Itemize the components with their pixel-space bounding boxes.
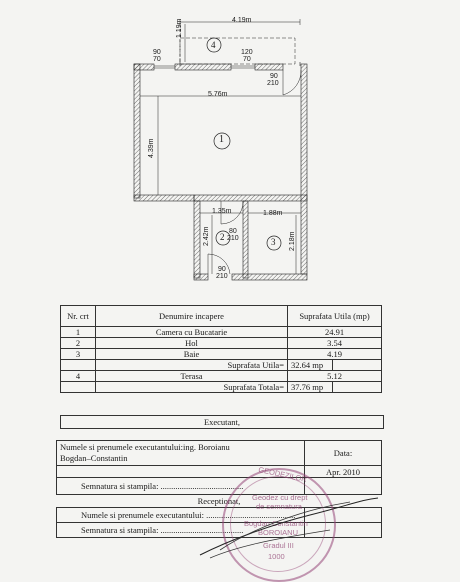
date-value: Apr. 2010 (305, 466, 382, 478)
terrace-border (180, 38, 295, 64)
dim-hol-width: 1.35m (212, 208, 232, 215)
door-hol-width: 90 (218, 266, 226, 273)
stamp-line-1: GEODEZILOR (257, 464, 308, 485)
header-nr: Nr. crt (61, 306, 96, 327)
stamp-line-6: Gradul III (263, 541, 294, 550)
total-value: 37.76 mp (288, 382, 333, 393)
table-row: 3 Baie 4.19 (61, 349, 382, 360)
door-main-height: 210 (267, 80, 279, 87)
executant-signature-line: Semnatura si stampila: ....................................... (57, 478, 305, 495)
dim-baie-height: 2.18m (289, 231, 296, 251)
table-row: 4 Terasa 5.12 (61, 371, 382, 382)
stamp-line-2: Geodez cu drept (252, 493, 308, 502)
room-number-4: 4 (211, 40, 216, 50)
handwritten-signature (190, 470, 390, 563)
window-right-height: 70 (243, 56, 251, 63)
table-row: 2 Hol 3.54 (61, 338, 382, 349)
dim-room-height: 4.39m (148, 138, 155, 158)
room-number-2: 2 (220, 232, 225, 242)
stamp-line-5: BOROIANU (258, 528, 299, 537)
table-row: 1 Camera cu Bucatarie 24.91 (61, 327, 382, 338)
date-label: Data: (305, 441, 382, 466)
subtotal-label: Suprafata Utila= (96, 360, 288, 371)
subtotal-row (61, 360, 382, 371)
stamp-line-3: de semnatura (256, 502, 302, 511)
door-hol-height: 210 (216, 273, 228, 280)
dim-baie-width: 1.88m (263, 210, 283, 217)
dim-top-width: 4.19m (232, 17, 252, 24)
room-number-3: 3 (271, 237, 276, 247)
header-name: Denumire incapere (96, 306, 288, 327)
rooms-table (60, 305, 382, 393)
dim-room-width: 5.76m (208, 91, 228, 98)
window-right-width: 120 (241, 49, 253, 56)
stamp-line-4: Bogdan Constantin (244, 519, 308, 528)
stamp-line-7: 1000 (268, 552, 285, 561)
executant-title: Executant, (60, 415, 384, 429)
dim-terrace-height: 1.19m (176, 18, 183, 38)
door-baie-height: 210 (227, 235, 239, 242)
receptionat-title: Receptionat, (57, 495, 382, 508)
dim-hol-height: 2.42m (203, 226, 210, 246)
executant-name: Numele si prenumele executantului:ing. Boroianu Bogdan–Constantin (57, 441, 305, 466)
receptionat-signature-line: Semnatura si stampila: ....................................... (57, 523, 305, 538)
receptionat-name: Numele si prenumele executantului: .......................................... (57, 508, 305, 523)
door-main-width: 90 (270, 73, 278, 80)
table-header-row (61, 306, 382, 327)
total-label: Suprafata Totala= (96, 382, 288, 393)
window-left-height: 70 (153, 56, 161, 63)
main-door-swing (283, 70, 301, 95)
room-number-1: 1 (219, 134, 224, 145)
window-left-width: 90 (153, 49, 161, 56)
total-row (61, 382, 382, 393)
door-baie-width: 80 (229, 228, 237, 235)
header-area: Suprafata Utila (mp) (288, 306, 382, 327)
subtotal-value: 32.64 mp (288, 360, 333, 371)
